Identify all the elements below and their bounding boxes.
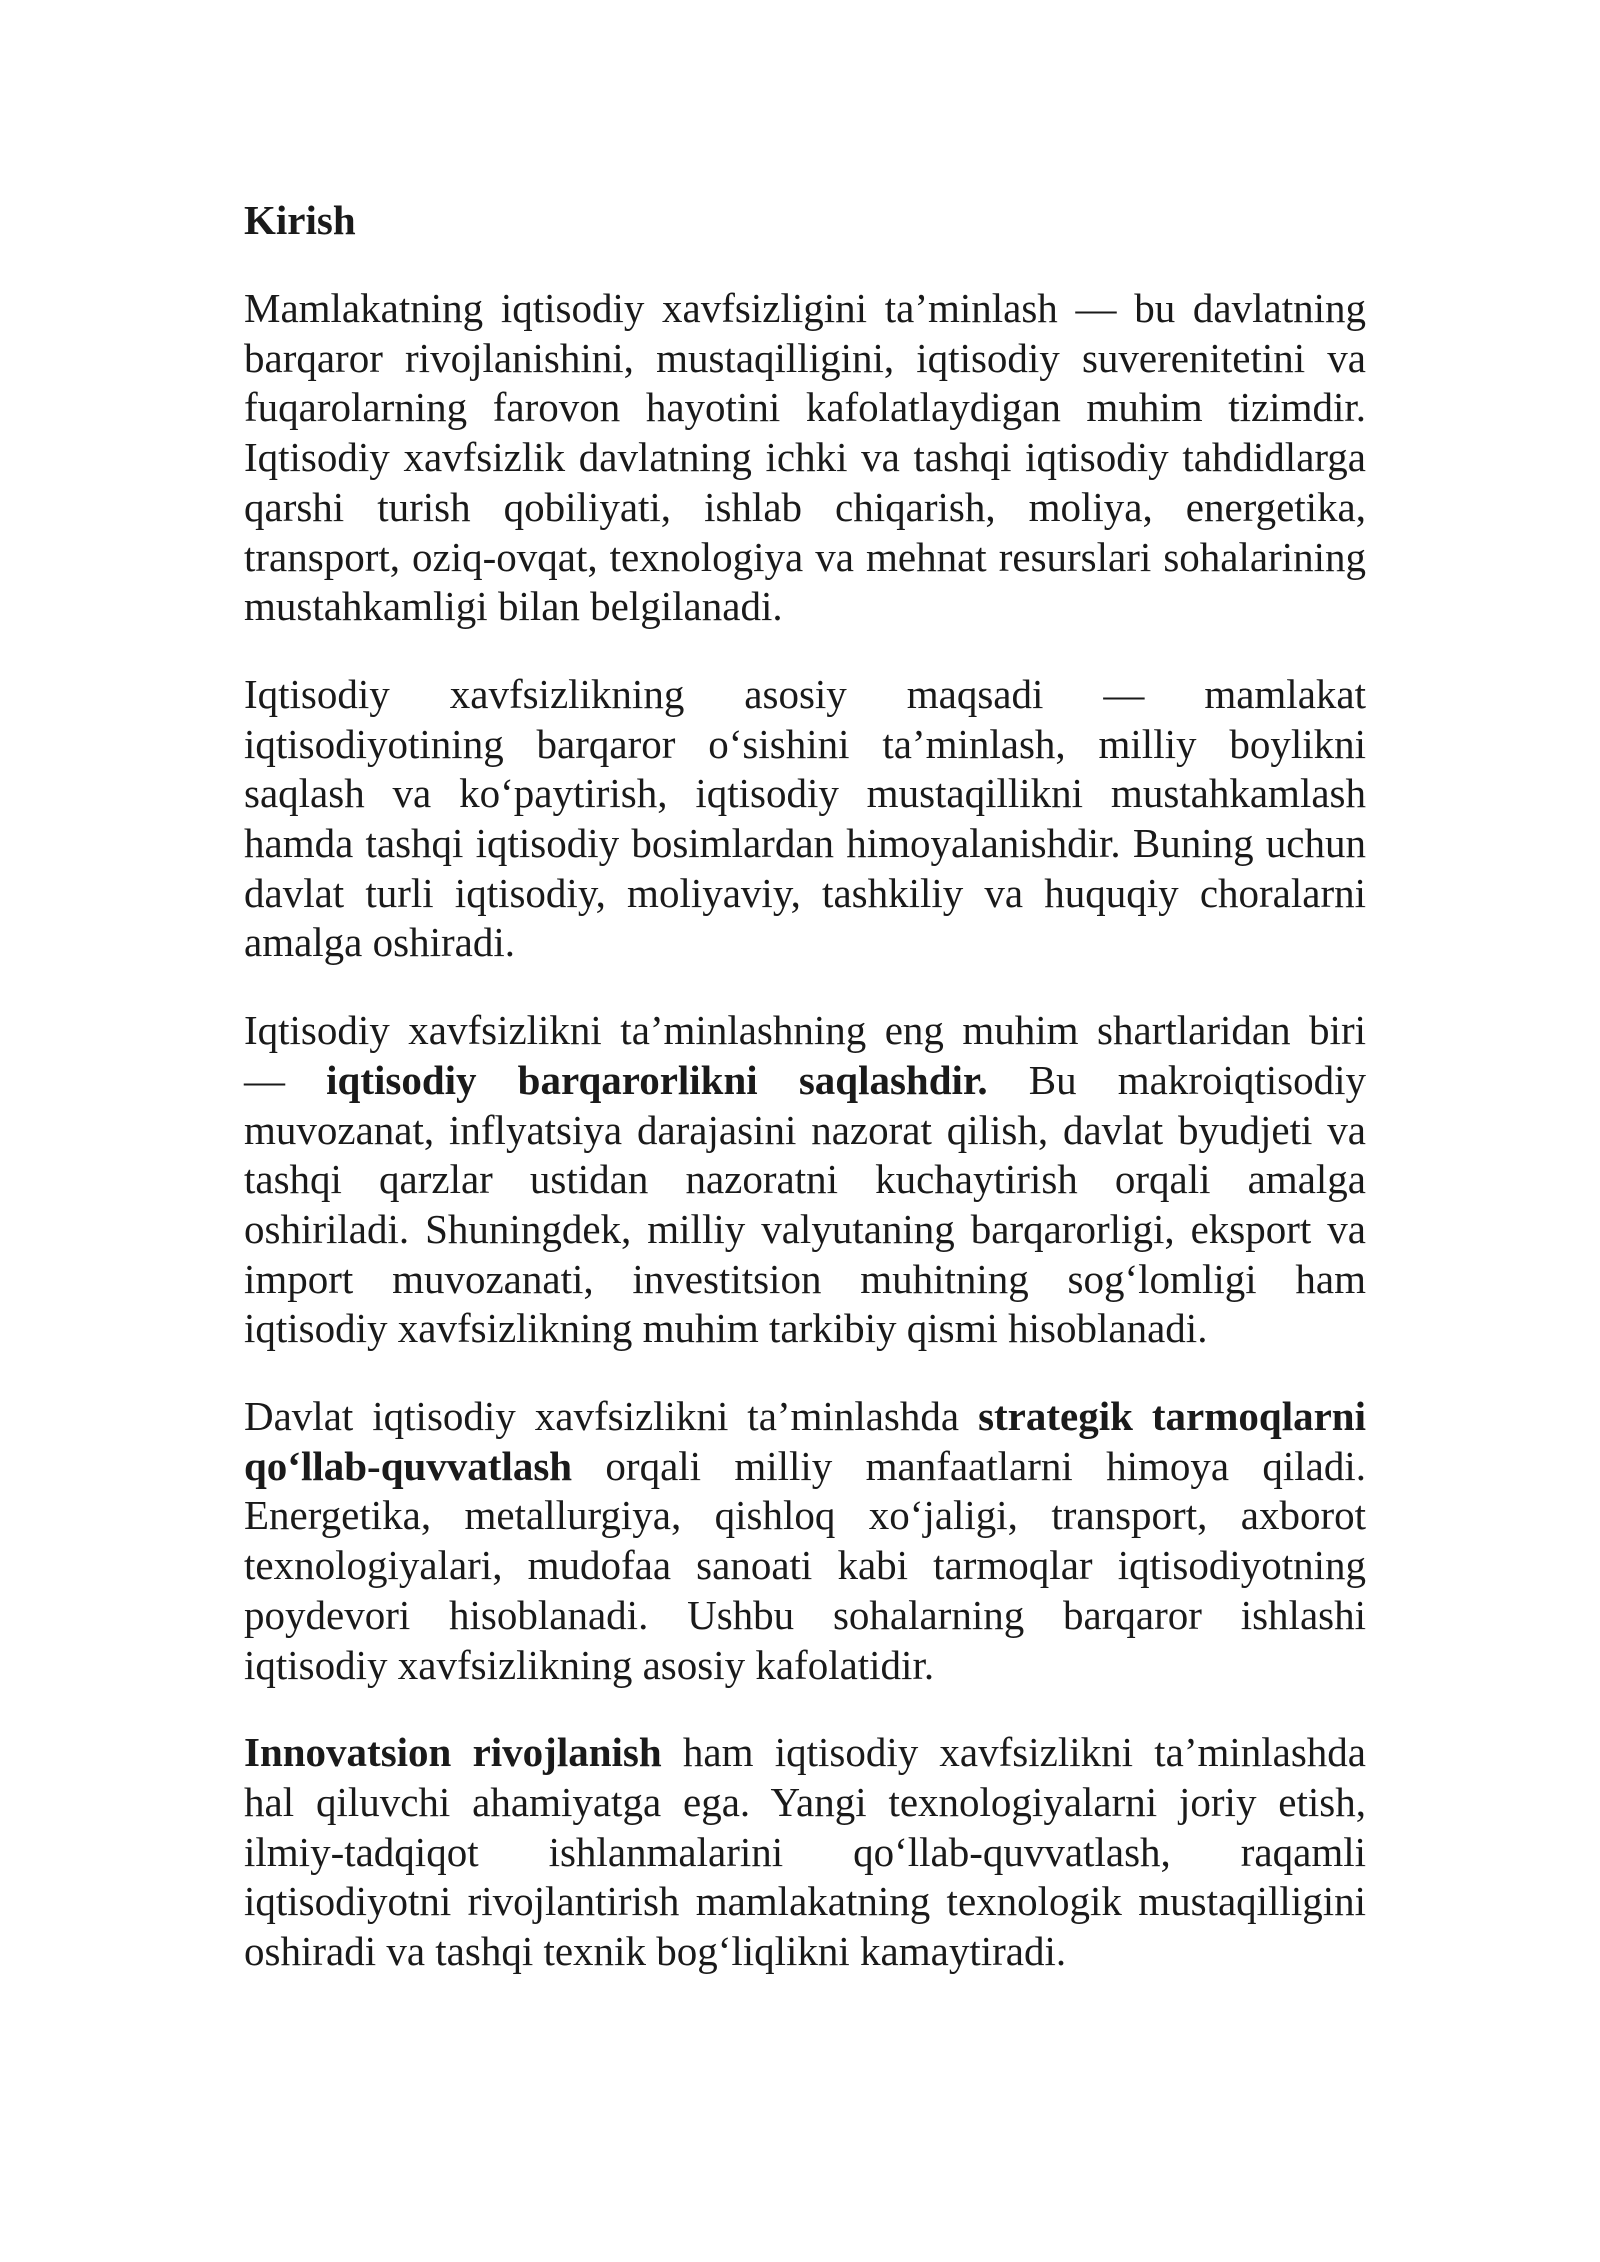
bold-phrase: iqtisodiy barqarorlikni saqlashdir. [326, 1056, 988, 1103]
paragraph-text: Iqtisodiy xavfsizlikning asosiy maqsadi — mamlakat iqtisodiyotining barqaror o‘sishini ta’minlash, milliy boylikni saqlash va ko‘paytirish, iqtisodiy mustaqillikni mustahkamlash hamda tashqi iqtisodiy bosimlardan himoyalanishdir. Buning uchun davlat turli iqtisodiy, moliyaviy, tashkiliy va huquqiy choralarni amalga oshiradi. [244, 670, 1366, 966]
bold-phrase: Innovatsion rivojlanish [244, 1729, 662, 1776]
bold-phrase: strategik tarmoqlarni qo‘llab-quvvatlash [244, 1393, 1366, 1489]
section-heading: Kirish [244, 197, 356, 243]
paragraph-text: Bu makroiqtisodiy muvozanat, inflyatsiya darajasini nazorat qilish, davlat byudjeti va tashqi qarzlar ustidan nazoratni kuchaytirish orqali amalga oshiriladi. Shuningdek, milliy valyutaning barqarorligi, eksport va import muvozanati, investitsion muhitning sog‘lomligi ham iqtisodiy xavfsizlikning muhim tarkibiy qismi hisoblanadi. [244, 1056, 1367, 1352]
paragraph-text: orqali milliy manfaatlarni himoya qiladi. Energetika, metallurgiya, qishloq xo‘jaligi, transport, axborot texnologiyalari, mudofaa sanoati kabi tarmoqlar iqtisodiyotning poydevori hisoblanadi. Ushbu sohalarning barqaror ishlashi iqtisodiy xavfsizlikning asosiy kafolatidir. [244, 1442, 1366, 1688]
paragraph-4 [244, 1392, 1366, 1690]
paragraph-2 [244, 670, 1366, 968]
paragraph-5 [244, 1728, 1366, 1977]
paragraph-3 [244, 1006, 1366, 1354]
paragraph-1 [244, 284, 1366, 632]
paragraph-text: Davlat iqtisodiy xavfsizlikni ta’minlashda [244, 1393, 979, 1440]
paragraph-text: ham iqtisodiy xavfsizlikni ta’minlashda hal qiluvchi ahamiyatga ega. Yangi texnologiyalarni joriy etish, ilmiy-tadqiqot ishlanmalarini qo‘llab-quvvatlash, raqamli iqtisodiyotni rivojlantirish mamlakatning texnologik mustaqilligini oshiradi va tashqi texnik bog‘liqlikni kamaytiradi. [244, 1729, 1366, 1975]
paragraph-text: Mamlakatning iqtisodiy xavfsizligini ta’minlash — bu davlatning barqaror rivojlanishini, mustaqilligini, iqtisodiy suverenitetini va fuqarolarning farovon hayotini kafolatlaydigan muhim tizimdir. Iqtisodiy xavfsizlik davlatning ichki va tashqi iqtisodiy tahdidlarga qarshi turish qobiliyati, ishlab chiqarish, moliya, energetika, transport, oziq-ovqat, texnologiya va mehnat resurslari sohalarining mustahkamligi bilan belgilanadi. [244, 285, 1366, 630]
document-body [244, 196, 1366, 2015]
paragraph-text: Iqtisodiy xavfsizlikni ta’minlashning eng muhim shartlaridan biri — [244, 1007, 1366, 1103]
